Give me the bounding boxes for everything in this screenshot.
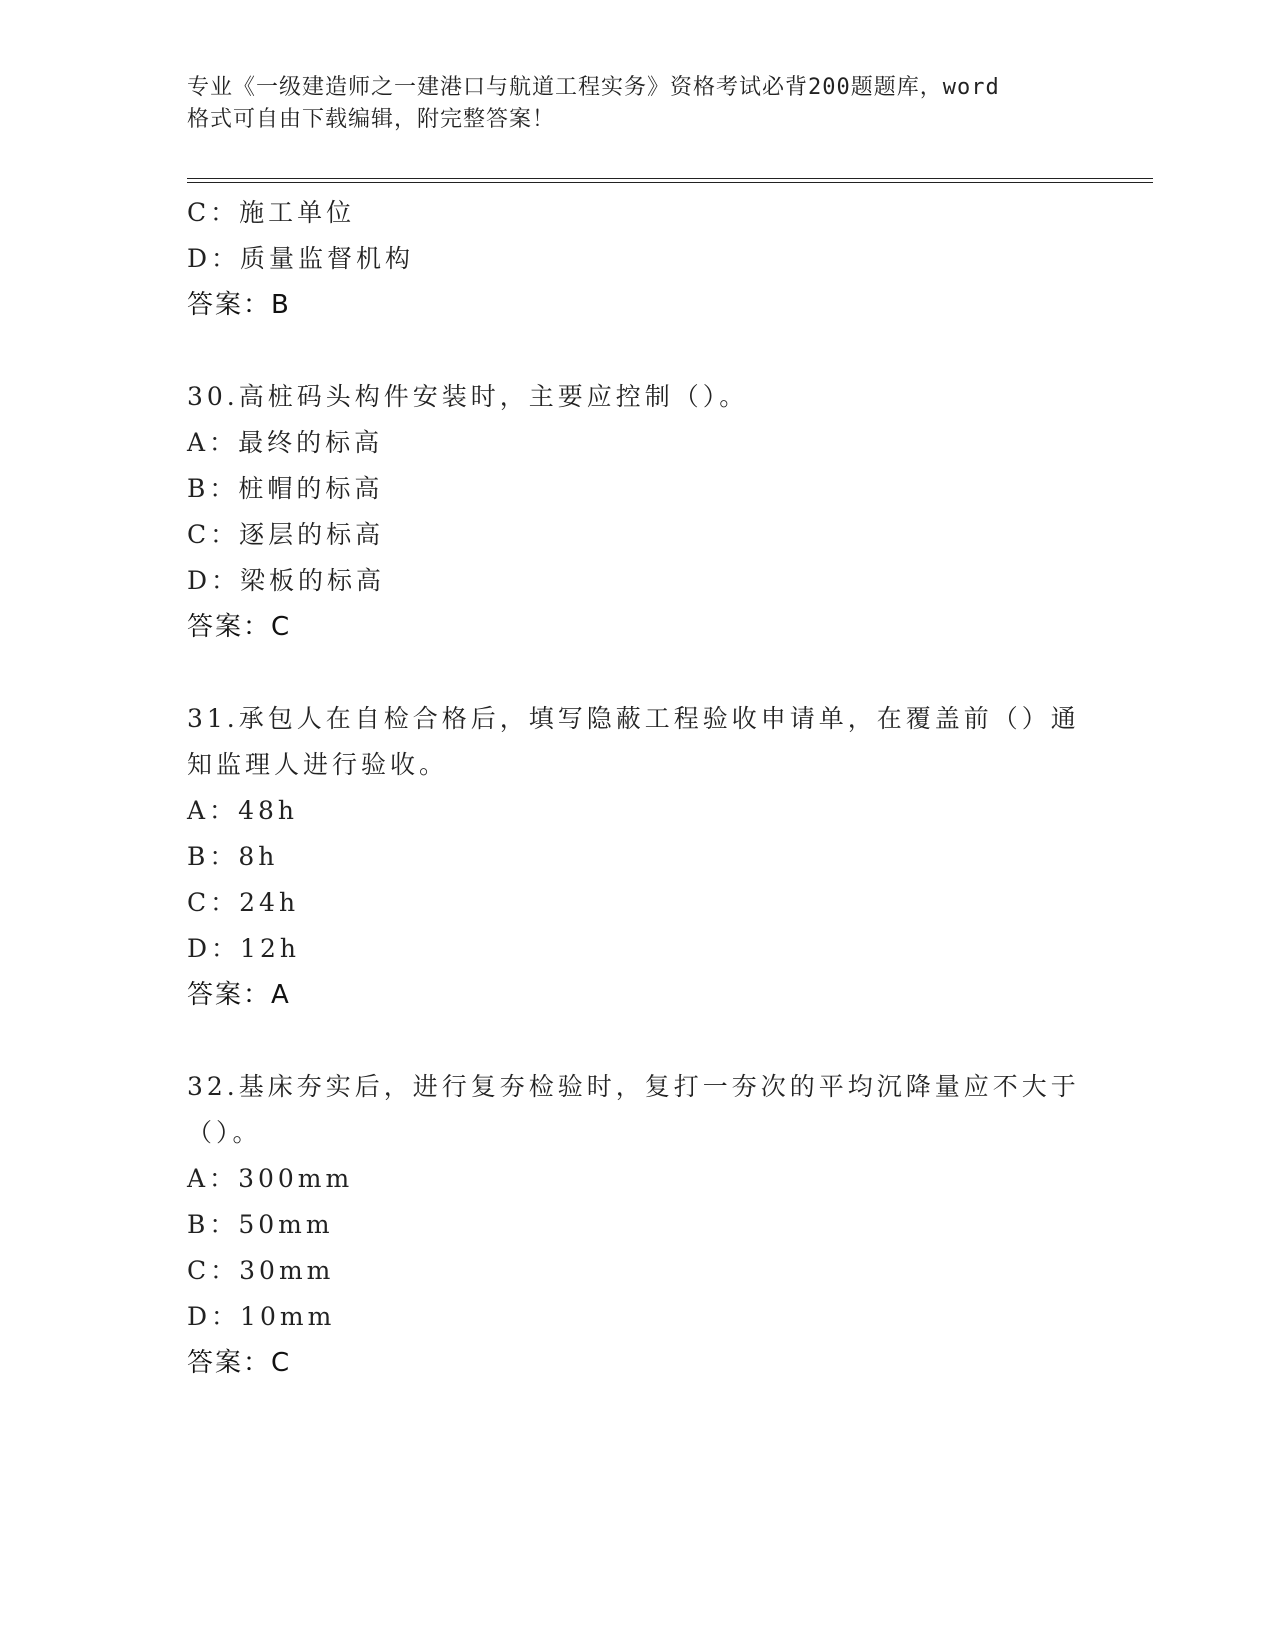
option-text: 300mm [238, 1164, 354, 1193]
option-key: D： [187, 934, 241, 963]
option-key: C： [187, 1256, 240, 1285]
document-header [187, 72, 1067, 136]
question-block-30 [187, 374, 1067, 650]
option-text: 30mm [239, 1256, 335, 1285]
option-c [187, 880, 1067, 926]
option-text: 8h [238, 842, 279, 871]
option-key: D： [187, 1302, 241, 1331]
header-line-1: 专业《一级建造师之一建港口与航道工程实务》资格考试必背200题题库，word [187, 75, 1000, 100]
spacer [187, 650, 1067, 696]
question-list [187, 190, 1080, 1386]
option-text: 10mm [240, 1302, 336, 1331]
stem-line: （）。 [187, 1118, 262, 1147]
question-block-31 [187, 696, 1080, 1018]
option-key: D： [187, 566, 241, 595]
option-text: 桩帽的标高 [238, 474, 384, 503]
option-text: 最终的标高 [238, 428, 384, 457]
option-d [187, 558, 1067, 604]
answer-line: 答案：C [187, 1348, 292, 1378]
spacer [187, 328, 1067, 374]
question-stem [187, 1064, 1080, 1156]
stem-line: 知监理人进行验收。 [187, 750, 449, 779]
stem-line: 32.基床夯实后，进行复夯检验时，复打一夯次的平均沉降量应不大于 [187, 1072, 1080, 1101]
option-a [187, 788, 1067, 834]
option-key: A： [187, 796, 239, 825]
option-text: 施工单位 [239, 198, 356, 227]
option-key: C： [187, 888, 240, 917]
option-key: C： [187, 198, 240, 227]
answer-line: 答案：B [187, 290, 291, 320]
option-key: B： [187, 1210, 239, 1239]
option-text: 48h [238, 796, 298, 825]
answer-line: 答案：A [187, 980, 291, 1010]
spacer [187, 1018, 1067, 1064]
option-text: 50mm [238, 1210, 334, 1239]
option-key: A： [187, 1164, 239, 1193]
option-d [187, 926, 1067, 972]
option-c [187, 1248, 1067, 1294]
stem-line: 30.高桩码头构件安装时，主要应控制（）。 [187, 382, 749, 411]
option-a [187, 420, 1067, 466]
question-block-32 [187, 1064, 1080, 1386]
question-stem [187, 696, 1080, 788]
option-c [187, 190, 1067, 236]
option-text: 梁板的标高 [240, 566, 386, 595]
header-line-2: 格式可自由下载编辑，附完整答案！ [187, 107, 556, 132]
option-key: C： [187, 520, 240, 549]
stem-line: 31.承包人在自检合格后，填写隐蔽工程验收申请单，在覆盖前（）通 [187, 704, 1080, 733]
option-key: B： [187, 842, 239, 871]
option-d [187, 236, 1067, 282]
option-key: A： [187, 428, 239, 457]
question-block-partial [187, 190, 1067, 328]
option-b [187, 834, 1067, 880]
option-key: B： [187, 474, 239, 503]
option-b [187, 1202, 1067, 1248]
option-key: D： [187, 244, 241, 273]
question-stem [187, 374, 1067, 420]
option-text: 质量监督机构 [240, 244, 415, 273]
option-text: 逐层的标高 [239, 520, 385, 549]
option-b [187, 466, 1067, 512]
option-text: 24h [239, 888, 300, 917]
option-a [187, 1156, 1067, 1202]
option-text: 12h [240, 934, 300, 963]
option-c [187, 512, 1067, 558]
header-divider [187, 178, 1153, 183]
answer-line: 答案：C [187, 612, 292, 642]
option-d [187, 1294, 1067, 1340]
